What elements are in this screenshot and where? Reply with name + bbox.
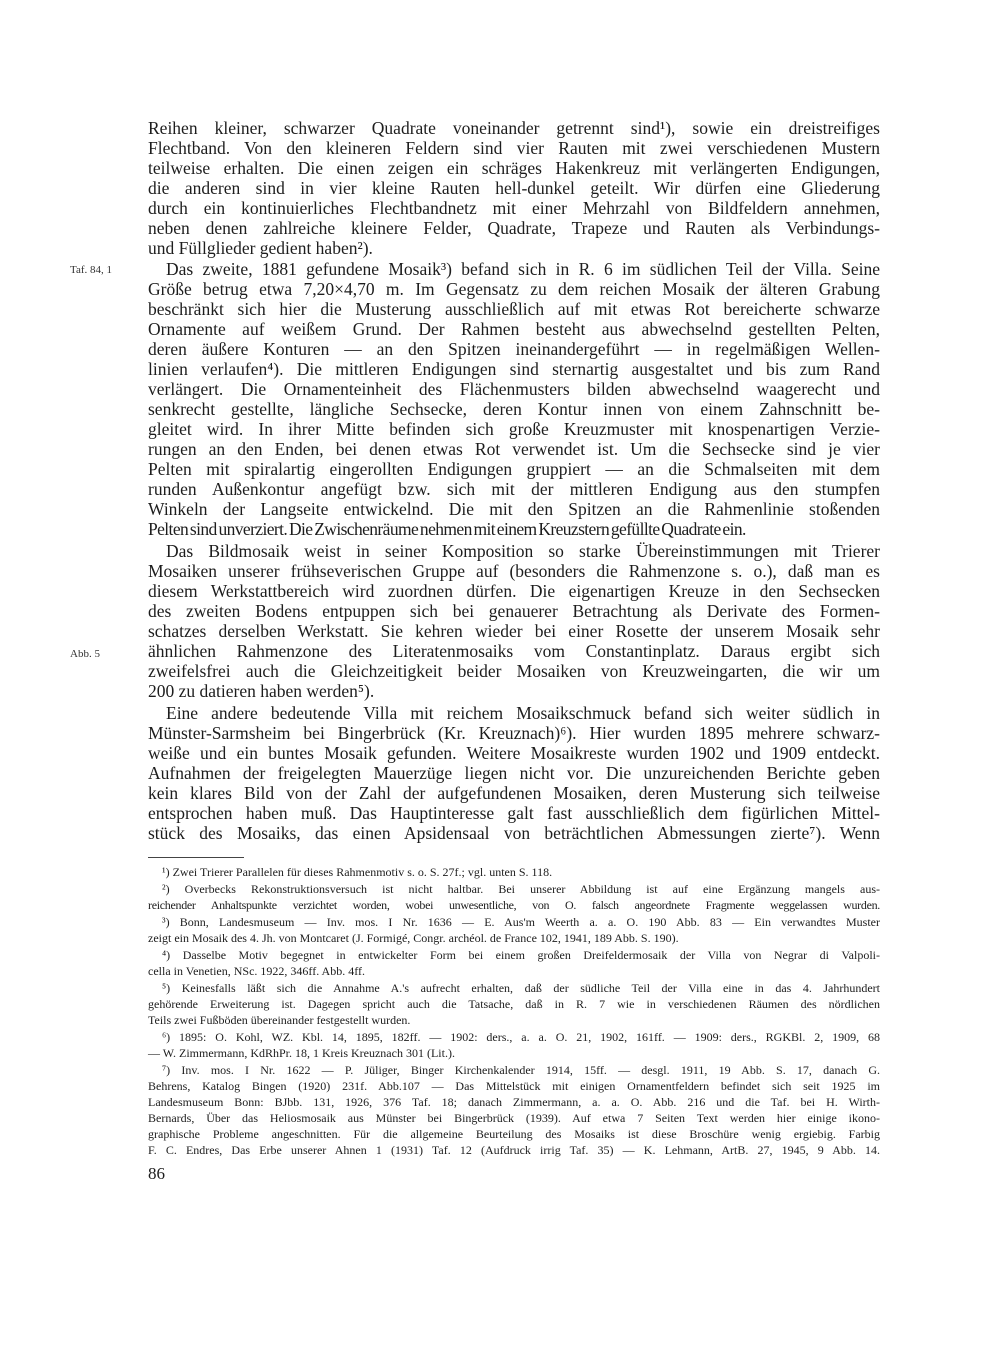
body-line: 200 zu datieren haben werden⁵).: [148, 681, 375, 701]
body-line: runden Außenkontur angefügt bzw. sich mit der mittleren Endigung aus den stumpfen: [148, 479, 880, 499]
body-line: Das Bildmosaik weist in seiner Komposition so starke Übereinstimmungen mit Trierer: [166, 541, 880, 561]
body-line: des zweiten Bodens entpuppen sich bei genauerer Betrachtung als Derivate des Formen-: [148, 601, 880, 621]
body-line: zweifelsfrei auch die Gleichzeitigkeit beider Mosaiken von Kreuzweingarten, die wir um: [148, 661, 880, 681]
footnote-line: ⁵) Keinesfalls läßt sich die Annahme A.'s aufrecht erhalten, daß der südliche Teil der Villa eine in das 4. Jahrhundert: [162, 981, 880, 995]
body-line: Aufnahmen der freigelegten Mauerzüge liegen nicht vor. Die unzureichenden Berichte geben: [148, 763, 880, 783]
margin-note: Abb. 5: [70, 648, 100, 660]
body-line: diesem Werkstattbereich wird zuordnen dürfen. Die eigenartigen Kreuze in den Sechsecken: [148, 581, 880, 601]
body-line: ähnlichen Rahmenzone des Literatenmosaiks vom Constantinplatz. Daraus ergibt sich: [148, 641, 880, 661]
body-line: die anderen sind in vier kleine Rauten hell-dunkel geteilt. Wir dürfen eine Gliederung: [148, 178, 880, 198]
footnote-line: graphische Probleme angeschnitten. Für die allgemeine Beurteilung des Mosaiks ist diese Broschüre wenig ergiebig. Farbig: [148, 1127, 880, 1141]
footnote-line: — W. Zimmermann, KdRhPr. 18, 1 Kreis Kreuznach 301 (Lit.).: [148, 1046, 455, 1060]
footnote-line: gehörende Erweiterung ist. Dagegen spricht auch die Tatsache, daß in R. 7 wie in verschiedenen Räumen des nördlichen: [148, 997, 880, 1011]
footnote-line: zeigt ein Mosaik des 4. Jh. von Montcaret (J. Formigé, Congr. archéol. de France 102, 1941, 189 Abb. S. 190).: [148, 931, 679, 945]
body-line: deren äußere Konturen — an den Spitzen ineinandergeführt — in regelmäßigen Wellen-: [148, 339, 880, 359]
body-line: schatzes derselben Werkstatt. Sie kehren wieder bei einer Rosette der unserem Mosaik sehr: [148, 621, 880, 641]
body-line: Winkeln der Langseite entwickelnd. Die mit den Spitzen an die Rahmenlinie stoßenden: [148, 499, 880, 519]
body-line: Das zweite, 1881 gefundene Mosaik³) befand sich in R. 6 im südlichen Teil der Villa. Seine: [166, 259, 880, 279]
body-line: kein klares Bild von der Zahl der aufgefundenen Mosaiken, deren Musterung sich teilweise: [148, 783, 880, 803]
body-line: weiße und ein buntes Mosaik gefunden. Weitere Mosaikreste wurden 1902 und 1909 entdeckt.: [148, 743, 880, 763]
body-line: Mosaiken unserer frühseverischen Gruppe auf (besonders die Rahmenzone s. o.), daß man es: [148, 561, 880, 581]
body-line: Flechtband. Von den kleineren Feldern sind vier Rauten mit zwei verschiedenen Mustern: [148, 138, 880, 158]
footnote-line: Bernards, Über das Heliosmosaik aus Münster bei Bingerbrück (1939). Auf etwa 7 Seiten Text werden hier einige ikono-: [148, 1111, 880, 1125]
footnote-line: ³) Bonn, Landesmuseum — Inv. mos. I Nr. 1636 — E. Aus'm Weerth a. a. O. 190 Abb. 83 — Ein verwandtes Muster: [162, 915, 880, 929]
body-line: verlängert. Die Ornamenteinheit des Flächenmusters bilden abwechselnd waagerecht und: [148, 379, 880, 399]
margin-note: Taf. 84, 1: [70, 264, 112, 276]
footnote-line: Landesmuseum Bonn: BJbb. 131, 1926, 376 Taf. 18; danach Zimmermann, a. a. O. Abb. 216 und die Taf. bei H. Wirth-: [148, 1095, 880, 1109]
body-line: senkrecht gestellte, längliche Sechsecke, deren Kontur innen von einem Zahnschnitt be-: [148, 399, 880, 419]
body-line: neben denen zahlreiche kleinere Felder, Quadrate, Trapeze und Rauten als Verbindungs-: [148, 218, 880, 238]
footnote-line: ⁷) Inv. mos. I Nr. 1622 — P. Jüliger, Binger Kirchenkalender 1914, 15ff. — desgl. 1911, 19 Abb. S. 17, danach G.: [162, 1063, 880, 1077]
body-line: gleitet wird. In ihrer Mitte befinden sich große Kreuzmuster mit knospenartigen Verzie-: [148, 419, 880, 439]
body-line: entsprochen haben muß. Das Hauptinteresse galt fast ausschließlich dem figürlichen Mittel-: [148, 803, 880, 823]
footnote-line: ⁶) 1895: O. Kohl, WZ. Kbl. 14, 1895, 182ff. — 1902: ders., a. a. O. 21, 1902, 161ff. — 1909: ders., RGKBl. 2, 1909, 68: [162, 1030, 880, 1044]
footnote-line: ⁴) Dasselbe Motiv begegnet in entwickelter Form bei einem großen Dreifeldermosaik der Villa von Negrar di Valpoli-: [162, 948, 880, 962]
body-line: Pelten mit spiralartig eingerollten Endigungen gruppiert — an die Schmalseiten mit dem: [148, 459, 880, 479]
body-line: Pelten sind unverziert. Die Zwischenräume nehmen mit einem Kreuzstern gefüllte Quadrate ein.: [148, 519, 746, 539]
body-line: Reihen kleiner, schwarzer Quadrate voneinander getrennt sind¹), sowie ein dreistreifiges: [148, 118, 880, 138]
footnote-rule: [148, 857, 244, 858]
body-line: stück des Mosaiks, das einen Apsidensaal von beträchtlichen Abmessungen zierte⁷). Wenn: [148, 823, 880, 843]
body-line: linien verlaufen⁴). Die mittleren Endigungen sind sternartig ausgestaltet und bis zum Rand: [148, 359, 880, 379]
body-line: und Füllglieder gedient haben²).: [148, 238, 373, 258]
body-line: teilweise erhalten. Die einen zeigen ein schräges Hakenkreuz mit verlängerten Endigungen,: [148, 158, 880, 178]
body-line: durch ein kontinuierliches Flechtbandnetz mit einer Mehrzahl von Bildfeldern annehmen,: [148, 198, 880, 218]
body-line: rungen an den Enden, bei denen etwas Rot verwendet ist. Um die Sechsecke sind je vier: [148, 439, 880, 459]
footnote-line: reichender Anhaltspunkte verzichtet worden, wobei unwesentliche, von O. falsch angeordnete Fragmente weggelassen wurden.: [148, 898, 880, 912]
body-line: Ornamente auf weißem Grund. Der Rahmen besteht aus abwechselnd gestellten Pelten,: [148, 319, 880, 339]
body-line: Münster-Sarmsheim bei Bingerbrück (Kr. Kreuznach)⁶). Hier wurden 1895 mehrere schwarz-: [148, 723, 880, 743]
body-line: Eine andere bedeutende Villa mit reichem Mosaikschmuck befand sich weiter südlich in: [166, 703, 880, 723]
footnote-line: Behrens, Katalog Bingen (1920) 231f. Abb.107 — Das Mittelstück mit einigen Ornamentfeldern befindet sich seit 1925 im: [148, 1079, 880, 1093]
footnote-line: cella in Venetien, NSc. 1922, 346ff. Abb. 4ff.: [148, 964, 365, 978]
footnote-line: F. C. Endres, Das Erbe unserer Ahnen 1 (1931) Taf. 12 (Aufdruck irrig Taf. 35) — K. Lehmann, ArtB. 27, 1945, 9 Abb. 14.: [148, 1143, 880, 1157]
body-line: beschränkt sich hier die Musterung ausschließlich auf mit etwas Rot bereicherte schwarze: [148, 299, 880, 319]
footnote-line: ²) Overbecks Rekonstruktionsversuch ist nicht haltbar. Bei unserer Abbildung ist auf eine Ergänzung mangels aus-: [162, 882, 880, 896]
body-line: Größe betrug etwa 7,20×4,70 m. Im Gegensatz zu dem reichen Mosaik der älteren Grabung: [148, 279, 880, 299]
footnote-line: Teils zwei Fußböden übereinander festgestellt wurden.: [148, 1013, 411, 1027]
page-number: 86: [148, 1164, 165, 1183]
footnote-line: ¹) Zwei Trierer Parallelen für dieses Rahmenmotiv s. o. S. 27f.; vgl. unten S. 118.: [162, 865, 553, 879]
